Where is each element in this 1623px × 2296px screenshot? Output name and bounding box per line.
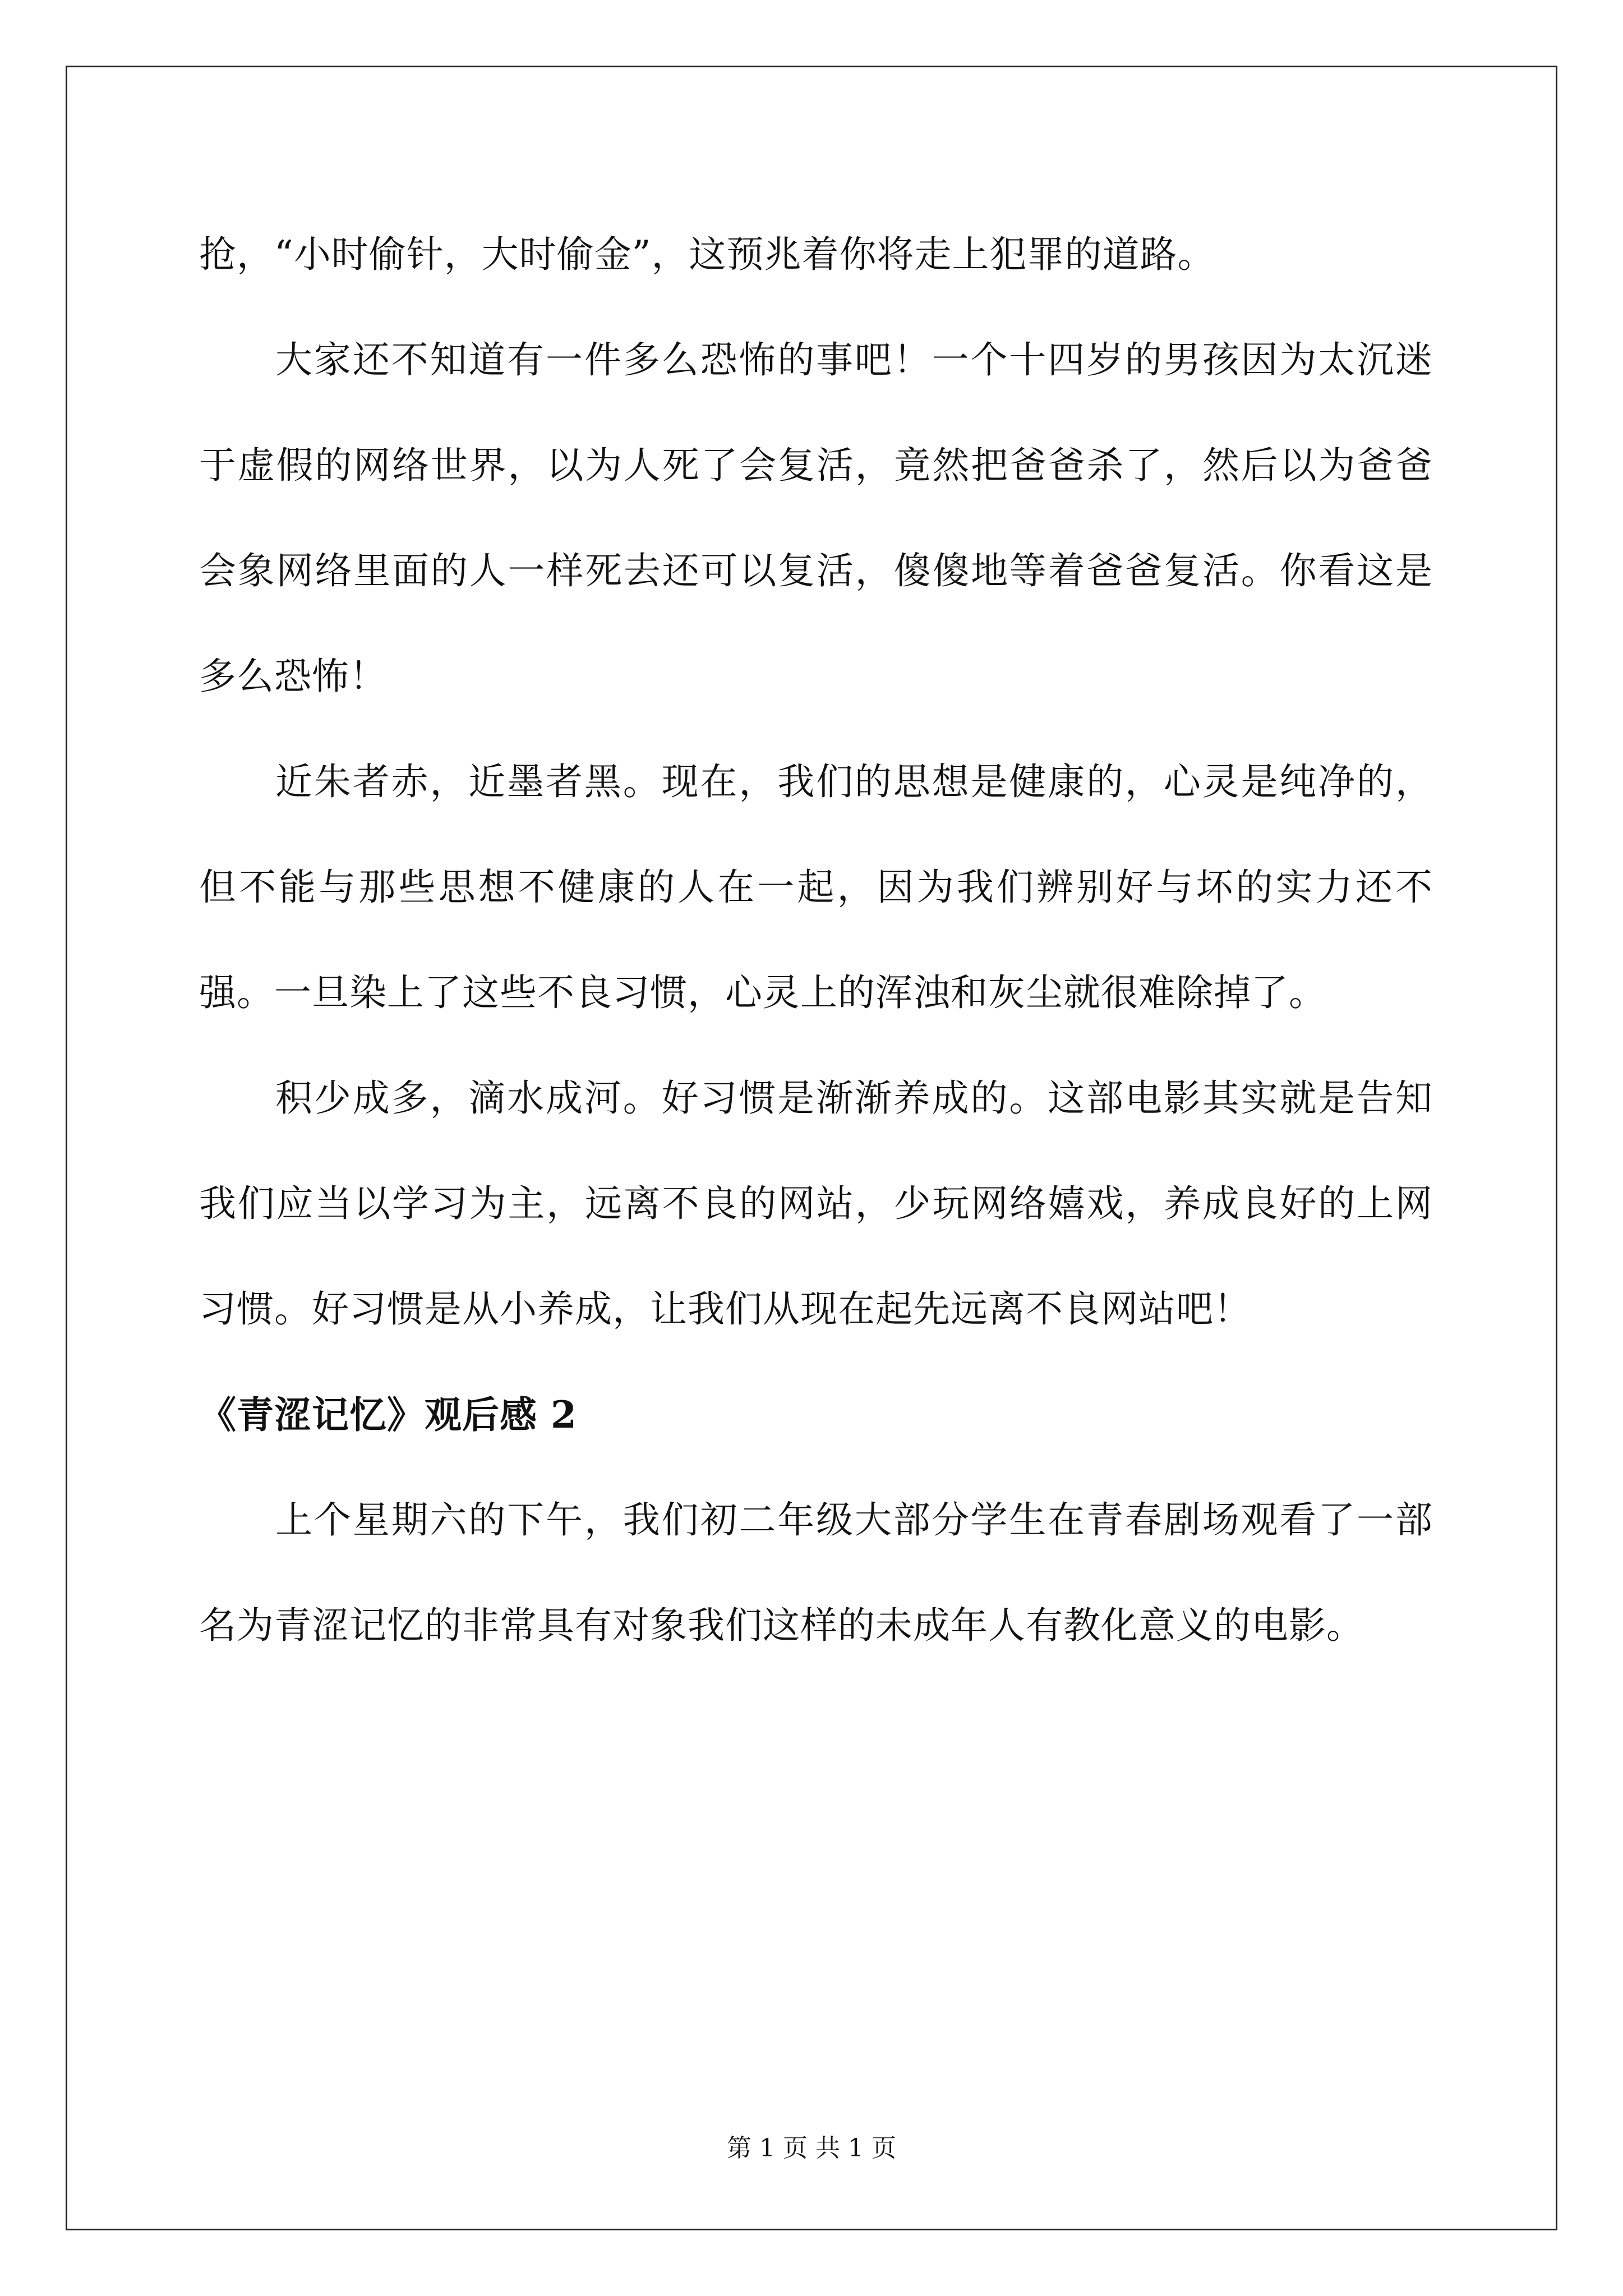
document-body: [199, 202, 1433, 1678]
section-title: 《青涩记忆》观后感 2: [199, 1393, 577, 1437]
paragraph: 抢，“小时偷针，大时偷金”，这预兆着你将走上犯罪的道路。: [199, 233, 1215, 276]
paragraph: 近朱者赤，近墨者黑。现在，我们的思想是健康的，心灵是纯净的，但不能与那些思想不健康的人在一起，因为我们辨别好与坏的实力还不强。一旦染上了这些不良习惯，心灵上的浑浊和灰尘就很难除掉了。: [199, 760, 1433, 1014]
paragraph: 上个星期六的下午，我们初二年级大部分学生在青春剧场观看了一部名为青涩记忆的非常具有对象我们这样的未成年人有教化意义的电影。: [199, 1498, 1433, 1647]
paragraph: 积少成多，滴水成河。好习惯是渐渐养成的。这部电影其实就是告知我们应当以学习为主，远离不良的网站，少玩网络嬉戏，养成良好的上网习惯。好习惯是从小养成，让我们从现在起先远离不良网站吧！: [199, 1076, 1433, 1331]
page-footer: 第 1 页 共 1 页: [727, 2134, 896, 2162]
paragraph: 大家还不知道有一件多么恐怖的事吧！一个十四岁的男孩因为太沉迷于虚假的网络世界，以为人死了会复活，竟然把爸爸杀了，然后以为爸爸会象网络里面的人一样死去还可以复活，傻傻地等着爸爸复活。你看这是多么恐怖！: [199, 338, 1433, 698]
